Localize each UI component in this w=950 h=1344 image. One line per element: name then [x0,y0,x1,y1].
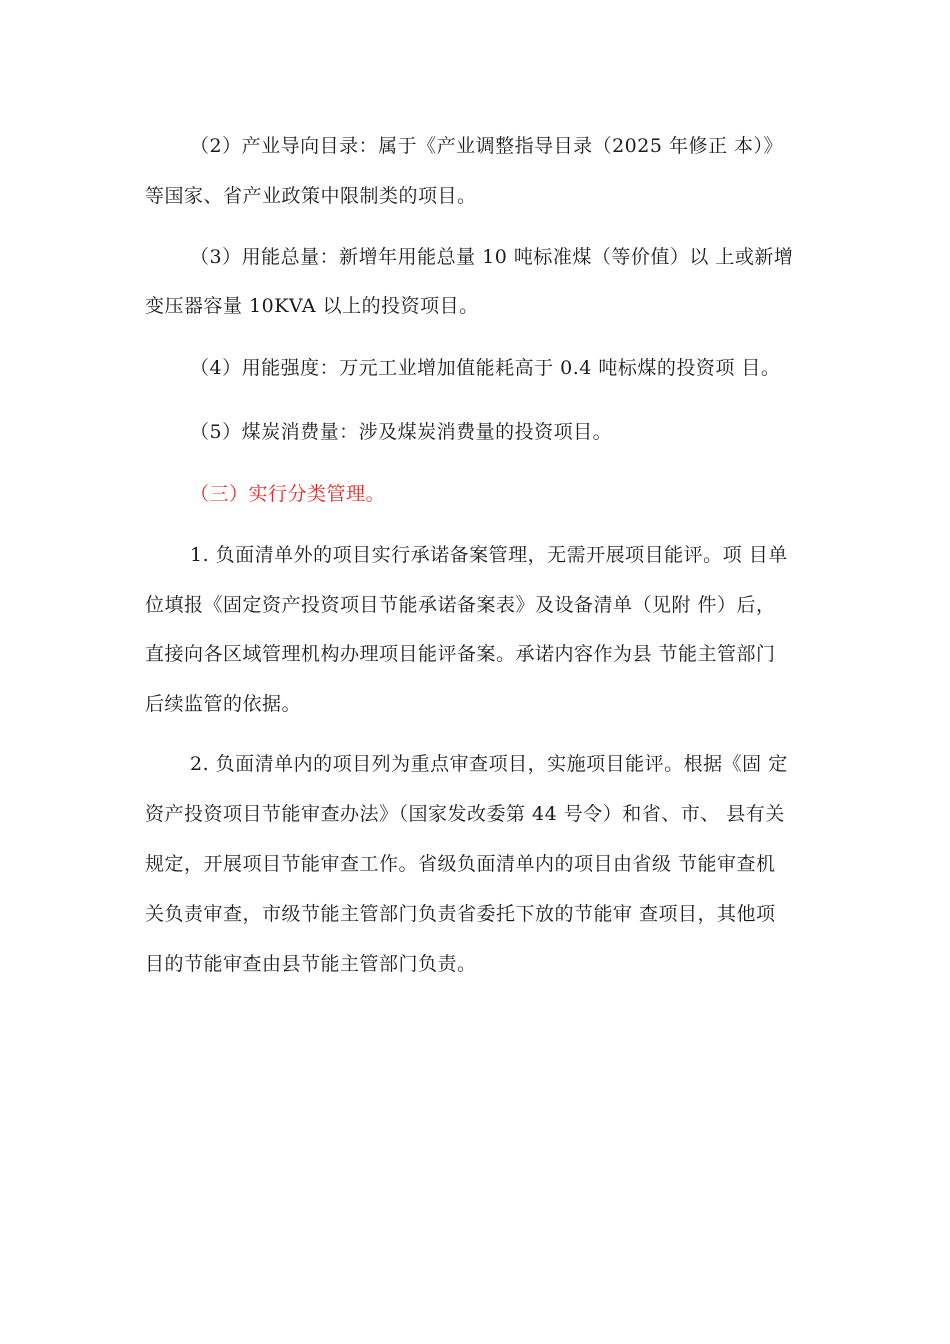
paragraph-line: 1. 负面清单外的项目实行承诺备案管理，无需开展项目能评。项 目单 [190,544,788,566]
paragraph-line: 规定，开展项目节能审查工作。省级负面清单内的项目由省级 节能审查机 [145,853,776,875]
paragraph-line: 位填报《固定资产投资项目节能承诺备案表》及设备清单（见附 件）后， [145,594,776,616]
paragraph-line: （5）煤炭消费量：涉及煤炭消费量的投资项目。 [190,421,613,443]
paragraph-line: 直接向各区域管理机构办理项目能评备案。承诺内容作为县 节能主管部门 [145,643,776,665]
paragraph-line: 资产投资项目节能审查办法》（国家发改委第 44 号令）和省、市、 县有关 [145,803,785,825]
paragraph-line: （4）用能强度：万元工业增加值能耗高于 0.4 吨标煤的投资项 目。 [190,357,781,379]
paragraph-line: （3）用能总量：新增年用能总量 10 吨标准煤（等价值）以 上或新增 [190,246,794,268]
section-heading: （三）实行分类管理。 [190,483,386,505]
paragraph-line: 2. 负面清单内的项目列为重点审查项目，实施项目能评。根据《固 定 [190,753,788,775]
paragraph-line: 等国家、省产业政策中限制类的项目。 [145,185,477,207]
paragraph-line: 变压器容量 10KVA 以上的投资项目。 [145,295,479,317]
paragraph-line: 目的节能审查由县节能主管部门负责。 [145,953,477,975]
paragraph-line: （2）产业导向目录：属于《产业调整指导目录（2025 年修正 本）》 [190,135,784,157]
paragraph-line: 后续监管的依据。 [145,693,302,715]
paragraph-line: 关负责审查，市级节能主管部门负责省委托下放的节能审 查项目，其他项 [145,903,776,925]
